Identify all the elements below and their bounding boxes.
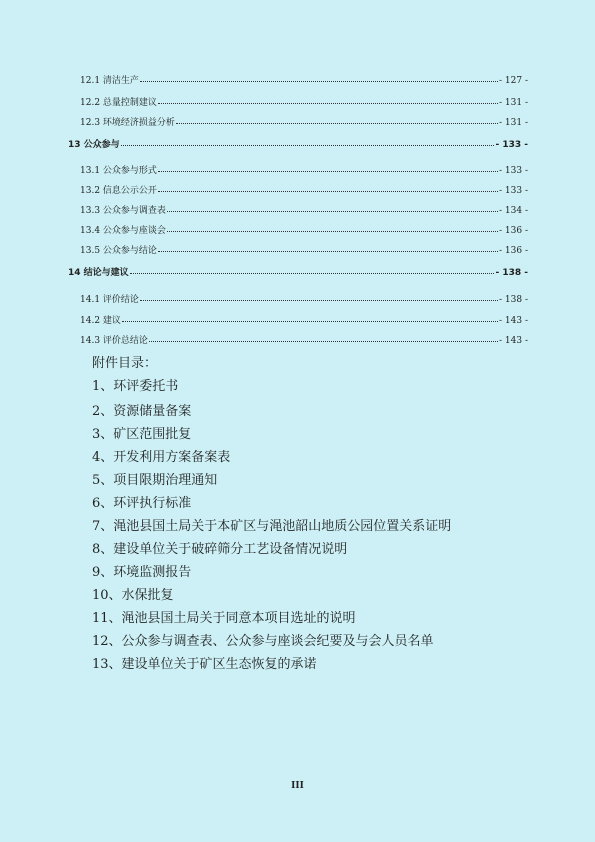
- appendix-item: 8、建设单位关于破碎筛分工艺设备情况说明: [92, 542, 348, 557]
- toc-entry-label: 12.2 总量控制建议: [80, 98, 157, 108]
- toc-leader-dots: [167, 203, 498, 212]
- toc-entry[interactable]: [80, 224, 528, 237]
- toc-leader-dots: [158, 183, 498, 192]
- toc-entry-label: 13.3 公众参与调查表: [80, 206, 166, 216]
- toc-leader-dots: [167, 223, 498, 232]
- toc-entry[interactable]: [80, 204, 528, 217]
- toc-entry[interactable]: [80, 293, 528, 306]
- appendix-item: 10、水保批复: [92, 588, 174, 603]
- toc-leader-dots: [130, 265, 495, 274]
- toc-leader-dots: [149, 333, 498, 342]
- toc-entry-label: 12.3 环境经济损益分析: [80, 118, 175, 128]
- toc-entry-label: 13.2 信息公示公开: [80, 186, 157, 196]
- toc-entry[interactable]: [80, 244, 528, 257]
- toc-entry-label: 13.5 公众参与结论: [80, 246, 157, 256]
- toc-entry-label: 14.2 建议: [80, 316, 121, 326]
- appendix-item: 4、开发利用方案备案表: [92, 450, 231, 465]
- toc-entry[interactable]: [80, 164, 528, 177]
- appendix-title: 附件目录：: [92, 356, 158, 371]
- toc-entry[interactable]: [80, 314, 528, 327]
- toc-entry-label: 13.4 公众参与座谈会: [80, 226, 166, 236]
- toc-entry-label: 13.1 公众参与形式: [80, 166, 157, 176]
- appendix-item: 5、项目限期治理通知: [92, 473, 218, 488]
- appendix-item: 9、环境监测报告: [92, 565, 192, 580]
- toc-leader-dots: [158, 163, 498, 172]
- toc-leader-dots: [121, 137, 495, 146]
- appendix-item: 7、渑池县国土局关于本矿区与渑池韶山地质公园位置关系证明: [92, 519, 452, 534]
- toc-entry-label: 14 结论与建议: [68, 268, 129, 278]
- toc-entry-page: - 127 -: [499, 76, 528, 86]
- toc-entry-page: - 136 -: [499, 226, 528, 236]
- toc-leader-dots: [140, 73, 498, 82]
- toc-entry-page: - 133 -: [499, 186, 528, 196]
- toc-entry-label: 13 公众参与: [68, 140, 120, 150]
- toc-entry-label: 12.1 清洁生产: [80, 76, 139, 86]
- toc-entry-page: - 131 -: [499, 118, 528, 128]
- toc-entry-page: - 133 -: [495, 140, 528, 150]
- toc-leader-dots: [176, 115, 498, 124]
- toc-entry[interactable]: [80, 74, 528, 87]
- toc-chapter-entry[interactable]: [68, 138, 528, 151]
- toc-entry-page: - 131 -: [499, 98, 528, 108]
- toc-entry[interactable]: [80, 334, 528, 347]
- appendix-item: 6、环评执行标准: [92, 496, 192, 511]
- toc-leader-dots: [122, 313, 498, 322]
- toc-leader-dots: [140, 292, 498, 301]
- toc-entry-page: - 138 -: [499, 295, 528, 305]
- toc-chapter-entry[interactable]: [68, 266, 528, 279]
- appendix-item: 3、矿区范围批复: [92, 427, 192, 442]
- toc-entry[interactable]: [80, 116, 528, 129]
- toc-entry-page: - 134 -: [499, 206, 528, 216]
- page-number: III: [291, 781, 304, 791]
- toc-entry-label: 14.3 评价总结论: [80, 336, 148, 346]
- appendix-item: 1、环评委托书: [92, 379, 179, 394]
- toc-entry-page: - 133 -: [499, 166, 528, 176]
- toc-entry[interactable]: [80, 184, 528, 197]
- appendix-item: 13、建设单位关于矿区生态恢复的承诺: [92, 657, 317, 672]
- appendix-item: 11、渑池县国土局关于同意本项目选址的说明: [92, 611, 356, 626]
- toc-leader-dots: [158, 95, 498, 104]
- toc-entry[interactable]: [80, 96, 528, 109]
- toc-entry-page: - 138 -: [495, 268, 528, 278]
- toc-entry-page: - 136 -: [499, 246, 528, 256]
- appendix-item: 2、资源储量备案: [92, 404, 192, 419]
- toc-entry-page: - 143 -: [499, 336, 528, 346]
- toc-entry-label: 14.1 评价结论: [80, 295, 139, 305]
- toc-leader-dots: [158, 243, 498, 252]
- appendix-item: 12、公众参与调查表、公众参与座谈会纪要及与会人员名单: [92, 634, 434, 649]
- toc-entry-page: - 143 -: [499, 316, 528, 326]
